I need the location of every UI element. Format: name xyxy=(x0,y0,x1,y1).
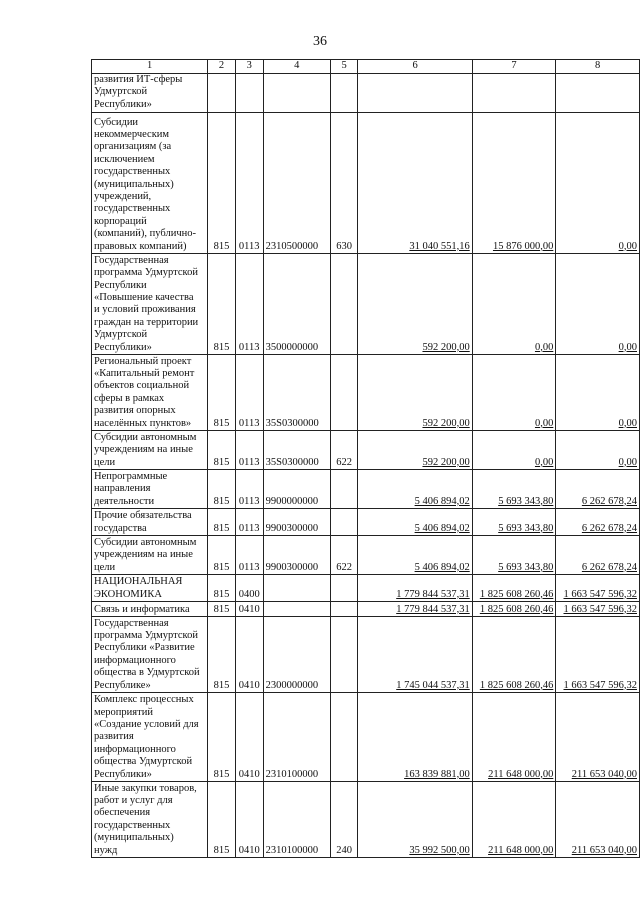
amount-2026: 0,00 xyxy=(472,254,556,355)
amount-2027: 0,00 xyxy=(556,431,640,470)
section-code: 0410 xyxy=(235,602,263,617)
amount-2027: 1 663 547 596,32 xyxy=(556,575,640,602)
amount-2025: 163 839 881,00 xyxy=(358,693,472,782)
amount-2025: 35 992 500,00 xyxy=(358,782,472,858)
amount-2026: 1 825 608 260,46 xyxy=(472,602,556,617)
row-label: Государственная программа Удмуртской Республики «Повышение качества и условий проживания граждан на территории Удмуртской Республики» xyxy=(92,254,208,355)
amount-2025: 592 200,00 xyxy=(358,355,472,431)
ministry-code: 815 xyxy=(208,470,235,509)
section-code: 0113 xyxy=(235,431,263,470)
target-article-code: 2310100000 xyxy=(263,693,330,782)
ministry-code: 815 xyxy=(208,782,235,858)
table-row xyxy=(92,113,640,254)
expense-type-code xyxy=(330,470,357,509)
column-header: 3 xyxy=(235,60,263,74)
amount-2025: 5 406 894,02 xyxy=(358,536,472,575)
amount-2027 xyxy=(556,74,640,113)
row-label: Субсидии автономным учреждениям на иные цели xyxy=(92,536,208,575)
ministry-code: 815 xyxy=(208,536,235,575)
table-row xyxy=(92,470,640,509)
amount-2026: 0,00 xyxy=(472,431,556,470)
amount-2026: 15 876 000,00 xyxy=(472,113,556,254)
row-label: Прочие обязательства государства xyxy=(92,509,208,536)
column-header: 6 xyxy=(358,60,472,74)
amount-2026: 5 693 343,80 xyxy=(472,536,556,575)
ministry-code: 815 xyxy=(208,431,235,470)
section-code: 0113 xyxy=(235,470,263,509)
amount-2027: 6 262 678,24 xyxy=(556,509,640,536)
amount-2025: 1 779 844 537,31 xyxy=(358,602,472,617)
section-code xyxy=(235,74,263,113)
expense-type-code xyxy=(330,575,357,602)
target-article-code xyxy=(263,602,330,617)
expense-type-code xyxy=(330,617,357,693)
amount-2026: 211 648 000,00 xyxy=(472,693,556,782)
section-code: 0410 xyxy=(235,693,263,782)
section-code: 0113 xyxy=(235,113,263,254)
column-header: 4 xyxy=(263,60,330,74)
target-article-code: 2310500000 xyxy=(263,113,330,254)
ministry-code: 815 xyxy=(208,355,235,431)
ministry-code: 815 xyxy=(208,575,235,602)
expense-type-code xyxy=(330,254,357,355)
expense-type-code xyxy=(330,693,357,782)
target-article-code xyxy=(263,575,330,602)
amount-2027: 0,00 xyxy=(556,355,640,431)
ministry-code: 815 xyxy=(208,693,235,782)
row-label: НАЦИОНАЛЬНАЯ ЭКОНОМИКА xyxy=(92,575,208,602)
target-article-code: 35S0300000 xyxy=(263,355,330,431)
page-number: 36 xyxy=(313,34,327,49)
ministry-code: 815 xyxy=(208,602,235,617)
amount-2027: 1 663 547 596,32 xyxy=(556,602,640,617)
column-header: 8 xyxy=(556,60,640,74)
table-row xyxy=(92,355,640,431)
ministry-code xyxy=(208,74,235,113)
budget-table xyxy=(91,59,640,858)
target-article-code: 9900300000 xyxy=(263,509,330,536)
section-code: 0113 xyxy=(235,355,263,431)
expense-type-code: 630 xyxy=(330,113,357,254)
expense-type-code xyxy=(330,509,357,536)
amount-2027: 211 653 040,00 xyxy=(556,693,640,782)
table-row xyxy=(92,74,640,113)
row-label: Государственная программа Удмуртской Республики «Развитие информационного общества в Удмуртской Республике» xyxy=(92,617,208,693)
column-header: 2 xyxy=(208,60,235,74)
expense-type-code: 622 xyxy=(330,431,357,470)
amount-2025: 592 200,00 xyxy=(358,431,472,470)
row-label: Субсидии автономным учреждениям на иные цели xyxy=(92,431,208,470)
ministry-code: 815 xyxy=(208,617,235,693)
amount-2027: 0,00 xyxy=(556,254,640,355)
amount-2025: 1 779 844 537,31 xyxy=(358,575,472,602)
amount-2025: 1 745 044 537,31 xyxy=(358,617,472,693)
target-article-code: 3500000000 xyxy=(263,254,330,355)
target-article-code: 2300000000 xyxy=(263,617,330,693)
table-row xyxy=(92,617,640,693)
column-header-row xyxy=(92,60,640,74)
expense-type-code xyxy=(330,355,357,431)
ministry-code: 815 xyxy=(208,509,235,536)
amount-2027: 6 262 678,24 xyxy=(556,470,640,509)
amount-2026: 5 693 343,80 xyxy=(472,470,556,509)
amount-2027: 0,00 xyxy=(556,113,640,254)
amount-2026: 0,00 xyxy=(472,355,556,431)
section-code: 0113 xyxy=(235,536,263,575)
target-article-code: 35S0300000 xyxy=(263,431,330,470)
row-label: Связь и информатика xyxy=(92,602,208,617)
amount-2026: 211 648 000,00 xyxy=(472,782,556,858)
amount-2027: 211 653 040,00 xyxy=(556,782,640,858)
row-label: Субсидии некоммерческим организациям (за исключением государственных (муниципальных) учреждений, государственных корпораций (компаний), публично- правовых компаний) xyxy=(92,113,208,254)
section-code: 0113 xyxy=(235,509,263,536)
column-header: 5 xyxy=(330,60,357,74)
table-row xyxy=(92,693,640,782)
amount-2027: 6 262 678,24 xyxy=(556,536,640,575)
row-label: Комплекс процессных мероприятий «Создание условий для развития информационного общества Удмуртской Республики» xyxy=(92,693,208,782)
expense-type-code: 240 xyxy=(330,782,357,858)
expense-type-code xyxy=(330,602,357,617)
amount-2025: 5 406 894,02 xyxy=(358,470,472,509)
column-header: 7 xyxy=(472,60,556,74)
ministry-code: 815 xyxy=(208,254,235,355)
column-header: 1 xyxy=(92,60,208,74)
target-article-code xyxy=(263,74,330,113)
amount-2025: 5 406 894,02 xyxy=(358,509,472,536)
section-code: 0400 xyxy=(235,575,263,602)
amount-2025: 592 200,00 xyxy=(358,254,472,355)
table-row xyxy=(92,509,640,536)
target-article-code: 2310100000 xyxy=(263,782,330,858)
table-row xyxy=(92,782,640,858)
amount-2026: 1 825 608 260,46 xyxy=(472,617,556,693)
row-label: Иные закупки товаров, работ и услуг для обеспечения государственных (муниципальных) нужд xyxy=(92,782,208,858)
amount-2025: 31 040 551,16 xyxy=(358,113,472,254)
target-article-code: 9900300000 xyxy=(263,536,330,575)
expense-type-code xyxy=(330,74,357,113)
table-row xyxy=(92,431,640,470)
section-code: 0410 xyxy=(235,617,263,693)
table-row xyxy=(92,254,640,355)
row-label: Региональный проект «Капитальный ремонт объектов социальной сферы в рамках развития опорных населённых пунктов» xyxy=(92,355,208,431)
amount-2027: 1 663 547 596,32 xyxy=(556,617,640,693)
row-label: развития ИТ-сферы Удмуртской Республики» xyxy=(92,74,208,113)
table-row xyxy=(92,602,640,617)
section-code: 0113 xyxy=(235,254,263,355)
target-article-code: 9900000000 xyxy=(263,470,330,509)
table-row xyxy=(92,575,640,602)
ministry-code: 815 xyxy=(208,113,235,254)
table-row xyxy=(92,536,640,575)
amount-2026: 1 825 608 260,46 xyxy=(472,575,556,602)
row-label: Непрограммные направления деятельности xyxy=(92,470,208,509)
expense-type-code: 622 xyxy=(330,536,357,575)
amount-2026 xyxy=(472,74,556,113)
amount-2026: 5 693 343,80 xyxy=(472,509,556,536)
amount-2025 xyxy=(358,74,472,113)
section-code: 0410 xyxy=(235,782,263,858)
